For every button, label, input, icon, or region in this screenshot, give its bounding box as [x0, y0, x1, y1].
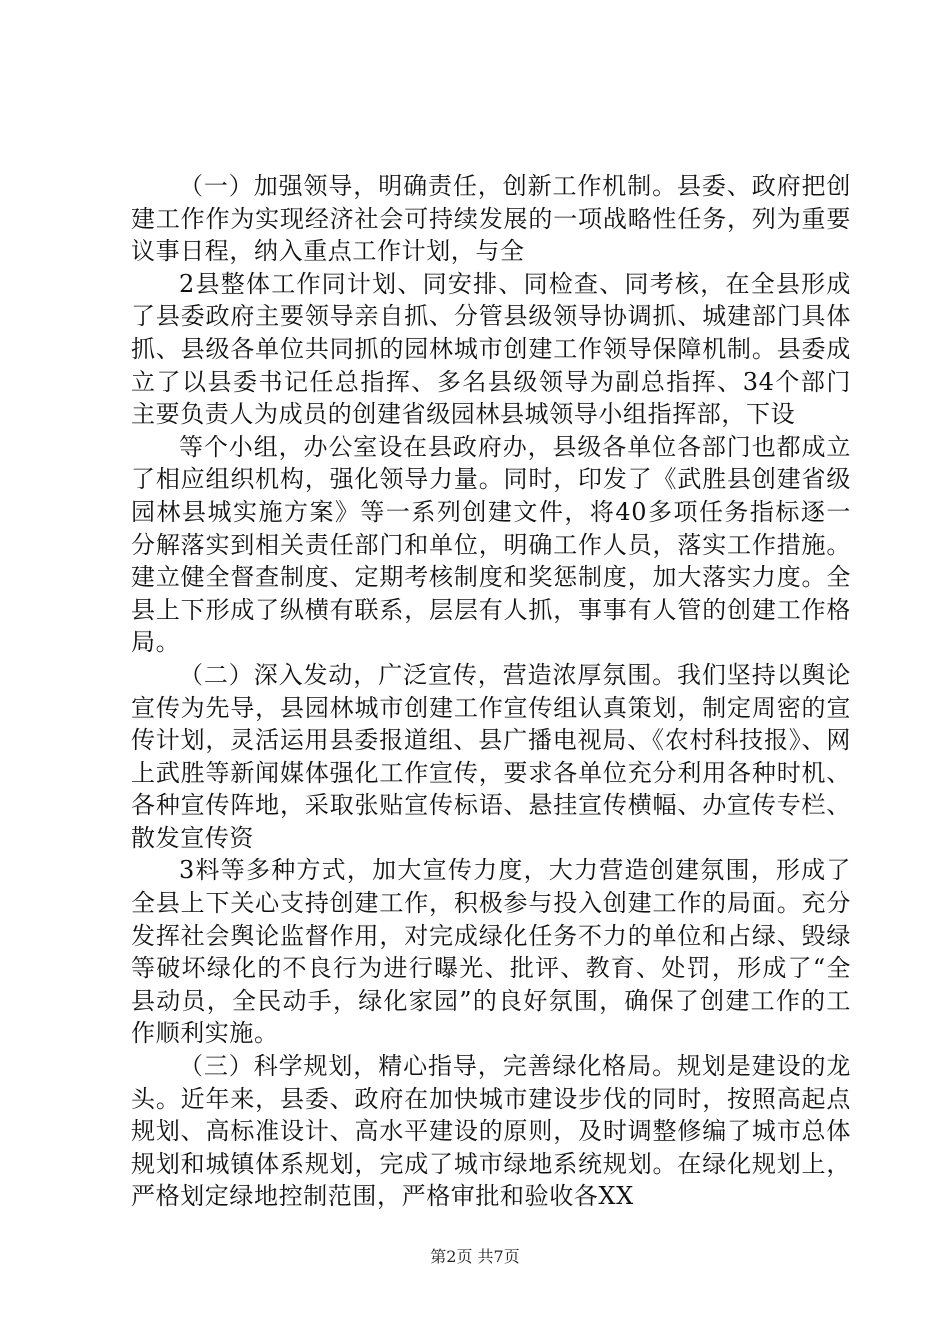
- paragraph-4: （二）深入发动，广泛宣传，营造浓厚氛围。我们坚持以舆论宣传为先导，县园林城市创建工作宣传组认真策划，制定周密的宣传计划，灵活运用县委报道组、县广播电视局、《农村科技报》、网上武胜等新闻媒体强化工作宣传，要求各单位充分利用各种时机、各种宣传阵地，采取张贴宣传标语、悬挂宣传横幅、办宣传专栏、散发宣传资: [131, 660, 851, 852]
- paragraph-2: 2县整体工作同计划、同安排、同检查、同考核，在全县形成了县委政府主要领导亲自抓、分管县级领导协调抓、城建部门具体抓、县级各单位共同抓的园林城市创建工作领导保障机制。县委成立了以县委书记任总指挥、多名县级领导为副总指挥、34个部门主要负责人为成员的创建省级园林县城领导小组指挥部，下设: [131, 269, 851, 429]
- paragraph-6: （三）科学规划，精心指导，完善绿化格局。规划是建设的龙头。近年来，县委、政府在加快城市建设步伐的同时，按照高起点规划、高标准设计、高水平建设的原则，及时调整修编了城市总体规划和城镇体系规划，完成了城市绿地系统规划。在绿化规划上，严格划定绿地控制范围，严格审批和验收各XX: [131, 1052, 851, 1211]
- paragraph-1: （一）加强领导，明确责任，创新工作机制。县委、政府把创建工作作为实现经济社会可持续发展的一项战略性任务，列为重要议事日程，纳入重点工作计划，与全: [131, 172, 851, 266]
- page-number-footer: 第2页 共7页: [430, 1247, 520, 1266]
- document-body: [131, 170, 851, 1213]
- paragraph-5: 3料等多种方式，加大宣传力度，大力营造创建氛围，形成了全县上下关心支持创建工作，积极参与投入创建工作的局面。充分发挥社会舆论监督作用，对完成绿化任务不力的单位和占绿、毁绿等破坏绿化的不良行为进行曝光、批评、教育、处罚，形成了“全县动员，全民动手，绿化家园”的良好氛围，确保了创建工作的工作顺利实施。: [131, 856, 851, 1048]
- paragraph-3: 等个小组，办公室设在县政府办，县级各单位各部门也都成立了相应组织机构，强化领导力量。同时，印发了《武胜县创建省级园林县城实施方案》等一系列创建文件，将40多项任务指标逐一分解落实到相关责任部门和单位，明确工作人员，落实工作措施。建立健全督查制度、定期考核制度和奖惩制度，加大落实力度。全县上下形成了纵横有联系，层层有人抓，事事有人管的创建工作格局。: [131, 432, 851, 657]
